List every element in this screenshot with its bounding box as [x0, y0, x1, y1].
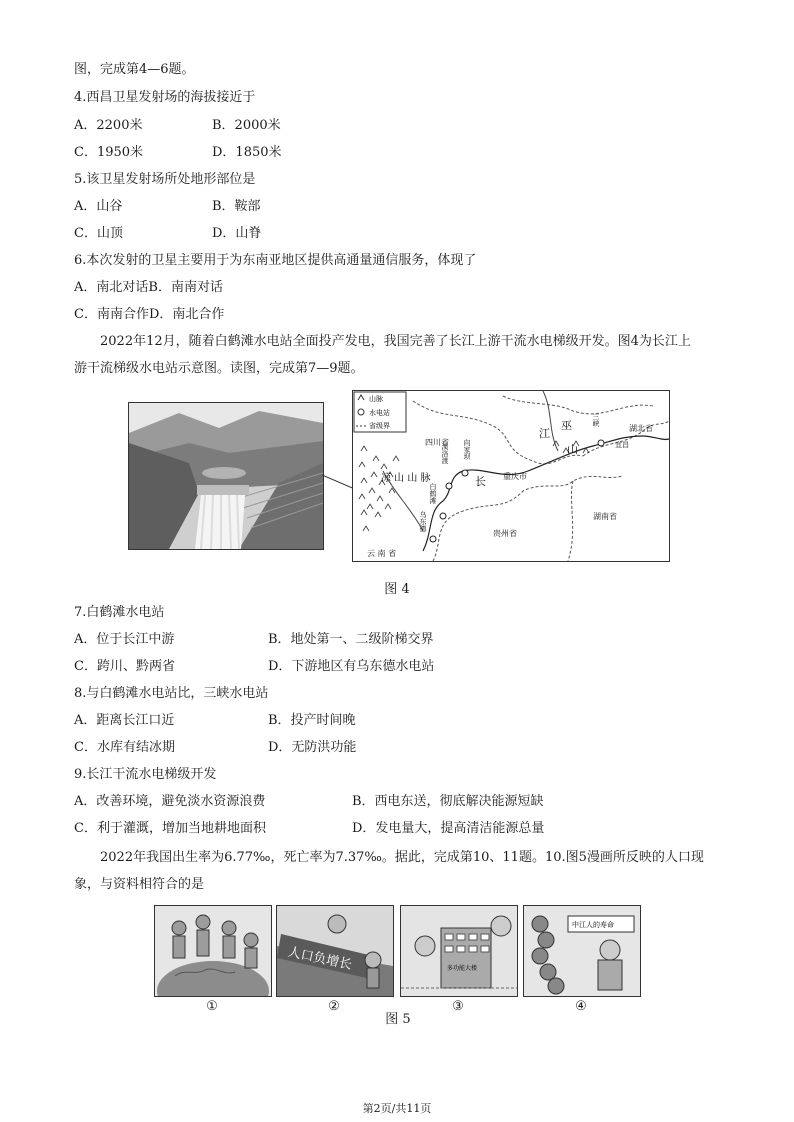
- q5-option-b: B．鞍部: [212, 199, 261, 214]
- label-liangshan: 凉 山 山 脉: [381, 473, 431, 484]
- label-yunnan: 云 南 省: [367, 549, 397, 558]
- figure5-caption: 图 5: [385, 1012, 411, 1027]
- q5-option-c: C．山顶: [74, 226, 123, 241]
- para2-line1: 2022年我国出生率为6.77‰，死亡率为7.37‰。据此，完成第10、11题。10.图5漫画所反映的人口现: [100, 850, 704, 865]
- q8-option-c: C．水库有结冰期: [74, 740, 175, 755]
- label-chongqing: 重庆市: [503, 472, 527, 481]
- cartoon-num-1: ①: [206, 999, 218, 1014]
- q7-stem: 7.白鹤滩水电站: [74, 605, 165, 620]
- cartoon-num-2: ②: [328, 999, 340, 1014]
- q8-option-b: B．投产时间晚: [268, 713, 356, 728]
- cartoon-num-3: ③: [452, 999, 464, 1014]
- q9-option-a: A．改善环境，避免淡水资源浪费: [74, 794, 266, 809]
- label-xiangjiaba: 向家坝: [463, 439, 471, 460]
- para2-line2: 象，与资料相符合的是: [74, 877, 205, 892]
- legend-boundary: 省级界: [369, 422, 390, 430]
- q9-option-c: C．利于灌溉，增加当地耕地面积: [74, 821, 266, 836]
- q5-option-a: A．山谷: [74, 199, 123, 214]
- q6-options-cd: C．南南合作D．南北合作: [74, 307, 225, 322]
- q8-option-d: D．无防洪功能: [268, 740, 357, 755]
- cartoon-1: [154, 905, 272, 997]
- label-wudongde: 乌东德: [419, 511, 427, 532]
- label-sichuan: 四川省: [425, 438, 449, 447]
- q8-stem: 8.与白鹤滩水电站比，三峡水电站: [74, 686, 269, 701]
- label-guizhou: 贵州省: [493, 529, 517, 538]
- q4-stem: 4.西昌卫星发射场的海拔接近于: [74, 90, 256, 105]
- intro-line: 图，完成第4—6题。: [74, 62, 195, 77]
- cartoon-2: [276, 905, 394, 997]
- para1-line2: 游干流梯级水电站示意图。读图，完成第7—9题。: [74, 361, 364, 376]
- cartoon2-text: 人口负增长: [286, 944, 354, 974]
- q4-option-c: C．1950米: [74, 145, 144, 160]
- label-wu: 巫: [561, 419, 572, 432]
- cartoon-num-4: ④: [575, 999, 587, 1014]
- q9-option-d: D．发电量大，提高清洁能源总量: [352, 821, 545, 836]
- page-footer: 第2页/共11页: [362, 1102, 432, 1115]
- figure4-caption: 图 4: [384, 582, 410, 597]
- label-yichang: 宜昌: [615, 441, 629, 449]
- cartoon-4: [523, 905, 641, 997]
- dam-photo: [128, 402, 324, 550]
- q4-option-a: A．2200米: [74, 118, 143, 133]
- label-jiang: 江: [539, 427, 550, 440]
- q8-option-a: A．距离长江口近: [74, 713, 175, 728]
- q7-option-d: D．下游地区有乌东德水电站: [268, 659, 435, 674]
- label-xiluodu: 溪洛渡: [441, 443, 449, 464]
- q4-option-d: D．1850米: [212, 145, 282, 160]
- q6-stem: 6.本次发射的卫星主要用于为东南亚地区提供高通量通信服务，体现了: [74, 253, 477, 268]
- legend-mountain: 山脉: [369, 395, 383, 403]
- cartoon4-text: 中江人的寿命: [572, 921, 614, 929]
- q9-option-b: B．西电东送，彻底解决能源短缺: [352, 794, 544, 809]
- para1-line1: 2022年12月，随着白鹤滩水电站全面投产发电，我国完善了长江上游干流水电梯级开发。图4为长江上: [100, 334, 691, 349]
- label-baihetan: 白鹤滩: [429, 483, 437, 504]
- yangtze-hydropower-map: [352, 390, 670, 562]
- legend-station: 水电站: [369, 409, 390, 417]
- q5-stem: 5.该卫星发射场所处地形部位是: [74, 172, 256, 187]
- label-hunan: 湖南省: [593, 512, 617, 521]
- q7-option-a: A．位于长江中游: [74, 632, 175, 647]
- q4-option-b: B．2000米: [212, 118, 281, 133]
- label-shan: 山: [567, 443, 578, 456]
- q7-option-c: C．跨川、黔两省: [74, 659, 175, 674]
- q6-options-ab: A．南北对话B．南南对话: [74, 280, 223, 295]
- q9-stem: 9.长江干流水电梯级开发: [74, 767, 217, 782]
- label-sanxia: 三峡: [592, 413, 600, 427]
- q7-option-b: B．地处第一、二级阶梯交界: [268, 632, 434, 647]
- q5-option-d: D．山脊: [212, 226, 262, 241]
- cartoon-3: [400, 905, 518, 997]
- cartoon3-text: 多功能大楼: [447, 965, 478, 972]
- label-chang: 长: [475, 475, 486, 488]
- label-hubei: 湖北省: [629, 424, 653, 433]
